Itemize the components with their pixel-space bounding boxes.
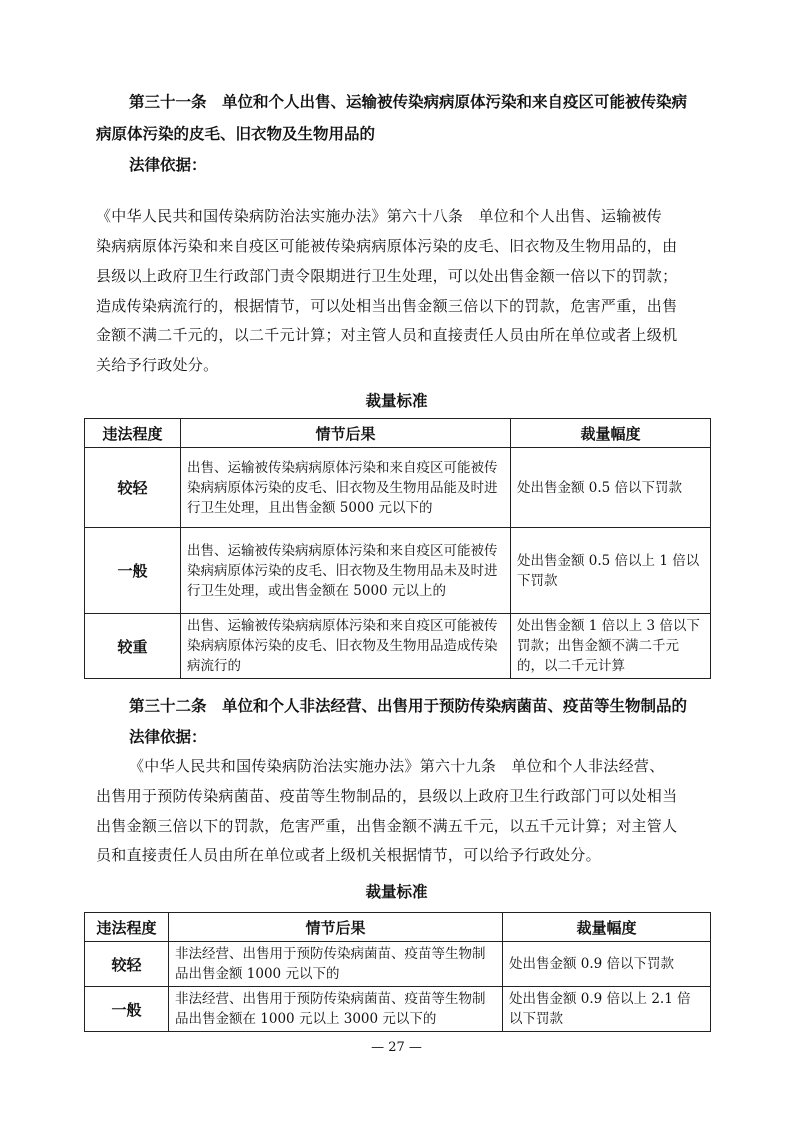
table-caption: 裁量标准	[365, 883, 428, 901]
header-discretion: 裁量幅度	[511, 419, 711, 448]
article-31-basis-line: 县级以上政府卫生行政部门责令限期进行卫生处理，可以处出售金额一倍以下的罚款；	[96, 267, 678, 285]
discretion-cell: 处出售金额 0.9 倍以下罚款	[503, 942, 711, 987]
severity-cell: 较轻	[85, 448, 181, 528]
article-31-basis-line: 金额不满二千元的，以二千元计算；对主管人员和直接责任人员由所在单位或者上级机	[96, 326, 678, 344]
article-31-title-line2: 病原体污染的皮毛、旧衣物及生物用品的	[96, 125, 376, 143]
table-header-row	[85, 913, 711, 942]
discretion-cell: 处出售金额 0.5 倍以上 1 倍以下罚款	[511, 528, 711, 614]
discretion-table-32	[84, 912, 711, 1032]
circumstance-cell: 出售、运输被传染病病原体污染和来自疫区可能被传染病病原体污染的皮毛、旧衣物及生物用品未及时进行卫生处理，或出售金额在 5000 元以上的	[181, 528, 511, 614]
severity-cell: 较轻	[85, 942, 169, 987]
article-31-basis-line: 《中华人民共和国传染病防治法实施办法》第六十八条 单位和个人出售、运输被传	[96, 207, 663, 225]
header-circumstance: 情节后果	[169, 913, 503, 942]
discretion-cell: 处出售金额 0.5 倍以下罚款	[511, 448, 711, 528]
article-32-basis-line: 《中华人民共和国传染病防治法实施办法》第六十九条 单位和个人非法经营、	[129, 757, 665, 775]
circumstance-cell: 出售、运输被传染病病原体污染和来自疫区可能被传染病病原体污染的皮毛、旧衣物及生物用品造成传染病流行的	[181, 614, 511, 679]
article-31-basis-line: 关给予行政处分。	[96, 356, 219, 374]
page-number: — 27 —	[371, 1040, 422, 1055]
article-31-basis-label: 法律依据：	[129, 156, 207, 174]
article-31-basis-line: 造成传染病流行的，根据情节，可以处相当出售金额三倍以下的罚款，危害严重，出售	[96, 297, 678, 315]
circumstance-cell: 出售、运输被传染病病原体污染和来自疫区可能被传染病病原体污染的皮毛、旧衣物及生物用品能及时进行卫生处理，且出售金额 5000 元以下的	[181, 448, 511, 528]
article-32-basis-line: 出售金额三倍以下的罚款，危害严重，出售金额不满五千元，以五千元计算；对主管人	[96, 817, 678, 835]
circumstance-cell: 非法经营、出售用于预防传染病菌苗、疫苗等生物制品出售金额在 1000 元以上 3000 元以下的	[169, 987, 503, 1032]
severity-cell: 一般	[85, 528, 181, 614]
article-31-title-line1: 第三十一条 单位和个人出售、运输被传染病病原体污染和来自疫区可能被传染病	[129, 93, 688, 111]
severity-cell: 较重	[85, 614, 181, 679]
header-severity: 违法程度	[85, 419, 181, 448]
header-circumstance: 情节后果	[181, 419, 511, 448]
header-severity: 违法程度	[85, 913, 169, 942]
table-row	[85, 448, 711, 528]
circumstance-cell: 非法经营、出售用于预防传染病菌苗、疫苗等生物制品出售金额 1000 元以下的	[169, 942, 503, 987]
discretion-table-31	[84, 418, 711, 679]
table-row	[85, 942, 711, 987]
article-32-title: 第三十二条 单位和个人非法经营、出售用于预防传染病菌苗、疫苗等生物制品的	[129, 697, 688, 715]
table-row	[85, 528, 711, 614]
table-row	[85, 987, 711, 1032]
discretion-cell: 处出售金额 1 倍以上 3 倍以下罚款；出售金额不满二千元的，以二千元计算	[511, 614, 711, 679]
article-31-basis-line: 染病病原体污染和来自疫区可能被传染病病原体污染的皮毛、旧衣物及生物用品的，由	[96, 237, 678, 255]
table-row	[85, 614, 711, 679]
severity-cell: 一般	[85, 987, 169, 1032]
article-32-basis-line: 出售用于预防传染病菌苗、疫苗等生物制品的，县级以上政府卫生行政部门可以处相当	[96, 787, 678, 805]
discretion-cell: 处出售金额 0.9 倍以上 2.1 倍以下罚款	[503, 987, 711, 1032]
article-32-basis-label: 法律依据：	[129, 728, 207, 746]
table-header-row	[85, 419, 711, 448]
article-32-basis-line: 员和直接责任人员由所在单位或者上级机关根据情节，可以给予行政处分。	[96, 846, 601, 864]
header-discretion: 裁量幅度	[503, 913, 711, 942]
table-caption: 裁量标准	[365, 392, 428, 410]
